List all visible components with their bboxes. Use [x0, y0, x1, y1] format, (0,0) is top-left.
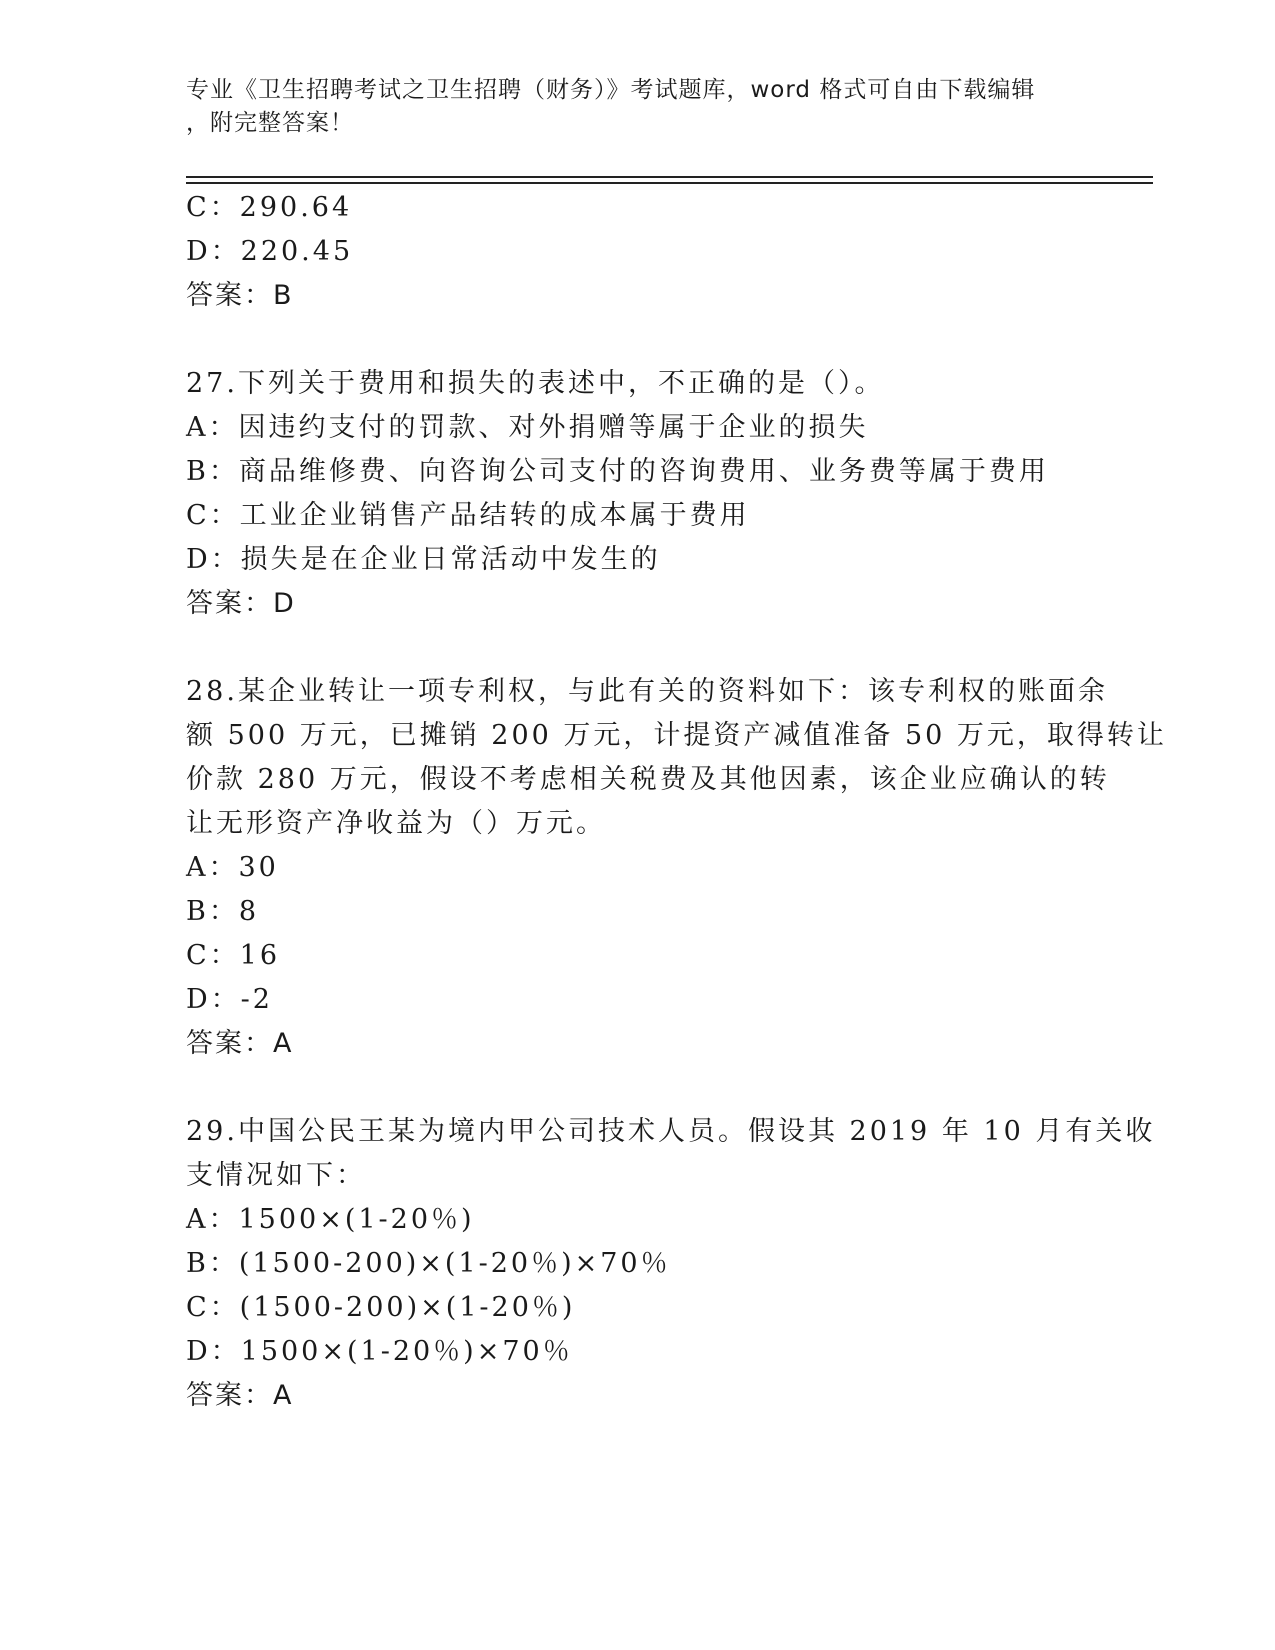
q29-option-c: C：(1500-200)×(1-20％) [186, 1292, 576, 1323]
q28-option-c: C：16 [186, 940, 281, 971]
header-rule-top [186, 176, 1153, 178]
header-line-1: 专业《卫生招聘考试之卫生招聘（财务）》考试题库，word 格式可自由下载编辑 [186, 77, 1036, 103]
q26-option-d: D：220.45 [186, 236, 354, 267]
header-rule-bottom [186, 182, 1153, 184]
q28-option-a: A：30 [186, 852, 279, 883]
q29-option-b: B：(1500-200)×(1-20％)×70％ [186, 1248, 671, 1279]
q29-option-a: A：1500×(1-20％) [186, 1204, 475, 1235]
q28-question-line-3: 价款 280 万元，假设不考虑相关税费及其他因素，该企业应确认的转 [186, 764, 1110, 795]
q29-option-d: D：1500×(1-20％)×70％ [186, 1336, 573, 1367]
q28-question-line-1: 28.某企业转让一项专利权，与此有关的资料如下：该专利权的账面余 [186, 676, 1108, 707]
q26-answer: 答案：B [186, 280, 294, 311]
q28-question-line-4: 让无形资产净收益为（）万元。 [186, 808, 606, 839]
q29-question-line-2: 支情况如下： [186, 1160, 366, 1191]
q28-answer: 答案：A [186, 1028, 294, 1059]
q29-question-line-1: 29.中国公民王某为境内甲公司技术人员。假设其 2019 年 10 月有关收 [186, 1116, 1156, 1147]
q28-question-line-2: 额 500 万元，已摊销 200 万元，计提资产减值准备 50 万元，取得转让 [186, 720, 1167, 751]
q27-option-d: D：损失是在企业日常活动中发生的 [186, 544, 661, 575]
q29-answer: 答案：A [186, 1380, 294, 1411]
q27-option-b: B：商品维修费、向咨询公司支付的咨询费用、业务费等属于费用 [186, 456, 1049, 487]
header-line-2: ，附完整答案！ [186, 110, 354, 136]
q28-option-d: D：-2 [186, 984, 273, 1015]
q27-answer: 答案：D [186, 588, 296, 619]
q27-option-c: C：工业企业销售产品结转的成本属于费用 [186, 500, 750, 531]
q26-option-c: C：290.64 [186, 192, 353, 223]
q27-option-a: A：因违约支付的罚款、对外捐赠等属于企业的损失 [186, 412, 869, 443]
q27-question: 27.下列关于费用和损失的表述中，不正确的是（）。 [186, 368, 885, 399]
q28-option-b: B：8 [186, 896, 260, 927]
document-header [186, 74, 1086, 140]
